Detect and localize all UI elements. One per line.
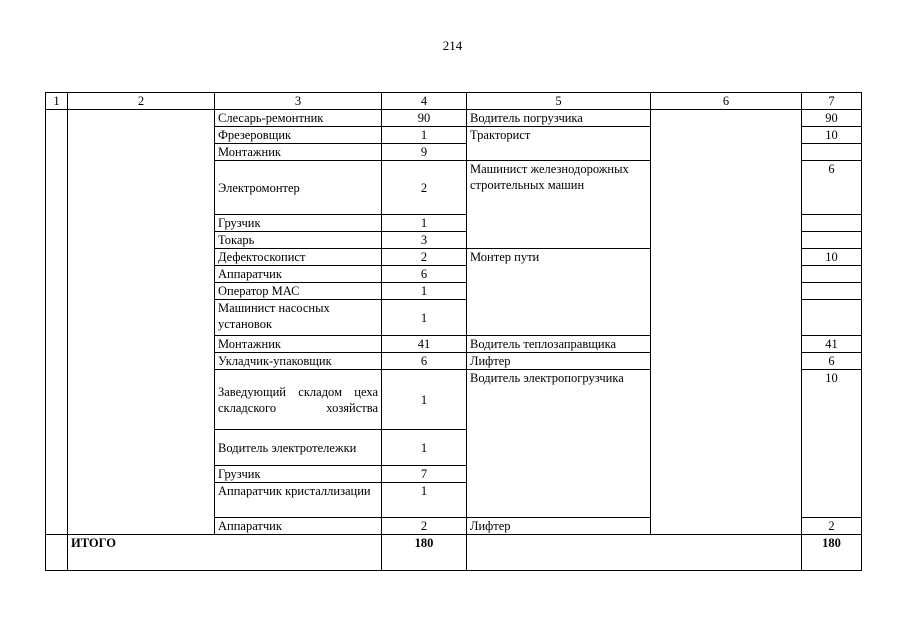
- header-cell-6: 6: [651, 93, 802, 110]
- alt-count-cell: [802, 266, 862, 283]
- profession-cell: Укладчик-упаковщик: [215, 353, 382, 370]
- count-cell: 2: [382, 161, 467, 215]
- total-count: 180: [382, 535, 467, 571]
- alt-count-cell: [802, 300, 862, 336]
- count-cell: 1: [382, 483, 467, 518]
- count-cell: 6: [382, 353, 467, 370]
- count-cell: 3: [382, 232, 467, 249]
- profession-cell: Монтажник: [215, 336, 382, 353]
- header-cell-3: 3: [215, 93, 382, 110]
- profession-cell: Грузчик: [215, 466, 382, 483]
- alt-profession-cell: Водитель теплозаправщика: [467, 336, 651, 353]
- profession-cell: Фрезеровщик: [215, 127, 382, 144]
- profession-cell: Монтажник: [215, 144, 382, 161]
- count-cell: 9: [382, 144, 467, 161]
- alt-count-cell: 10: [802, 127, 862, 144]
- staffing-table: [45, 92, 862, 571]
- count-cell: 7: [382, 466, 467, 483]
- header-cell-4: 4: [382, 93, 467, 110]
- header-cell-1: 1: [46, 93, 68, 110]
- total-alt-count: 180: [802, 535, 862, 571]
- count-cell: 41: [382, 336, 467, 353]
- alt-profession-cell: Лифтер: [467, 518, 651, 535]
- profession-cell: Заведующий складом цеха складского хозяйства: [215, 370, 382, 430]
- header-cell-7: 7: [802, 93, 862, 110]
- profession-cell: Грузчик: [215, 215, 382, 232]
- header-cell-5: 5: [467, 93, 651, 110]
- total-row: [46, 535, 862, 571]
- alt-profession-cell: Лифтер: [467, 353, 651, 370]
- profession-cell: Оператор МАС: [215, 283, 382, 300]
- count-cell: 2: [382, 518, 467, 535]
- cell-col6: [651, 110, 802, 535]
- table-row: [46, 110, 862, 127]
- header-row: [46, 93, 862, 110]
- count-cell: 2: [382, 249, 467, 266]
- profession-cell: Аппаратчик: [215, 266, 382, 283]
- cell-col1: [46, 110, 68, 535]
- profession-cell: Токарь: [215, 232, 382, 249]
- page-number: 214: [442, 38, 463, 53]
- alt-profession-cell: Машинист железнодорожных строительных машин: [467, 161, 651, 249]
- alt-count-cell: [802, 144, 862, 161]
- profession-cell: Слесарь-ремонтник: [215, 110, 382, 127]
- alt-count-cell: 10: [802, 249, 862, 266]
- alt-profession-cell: Тракторист: [467, 127, 651, 161]
- total-empty-cell: [467, 535, 802, 571]
- alt-count-cell: 6: [802, 161, 862, 215]
- header-cell-2: 2: [68, 93, 215, 110]
- alt-count-cell: [802, 215, 862, 232]
- alt-count-cell: 41: [802, 336, 862, 353]
- count-cell: 90: [382, 110, 467, 127]
- count-cell: 1: [382, 370, 467, 430]
- count-cell: 1: [382, 430, 467, 466]
- count-cell: 1: [382, 215, 467, 232]
- profession-cell: Машинист насосных установок: [215, 300, 382, 336]
- profession-cell: Дефектоскопист: [215, 249, 382, 266]
- alt-count-cell: 6: [802, 353, 862, 370]
- count-cell: 1: [382, 283, 467, 300]
- alt-count-cell: [802, 232, 862, 249]
- alt-profession-cell: Водитель электропогрузчика: [467, 370, 651, 518]
- profession-cell: Электромонтер: [215, 161, 382, 215]
- total-label: ИТОГО: [68, 535, 382, 571]
- total-cell-col1: [46, 535, 68, 571]
- count-cell: 1: [382, 127, 467, 144]
- alt-profession-cell: Водитель погрузчика: [467, 110, 651, 127]
- profession-cell: Водитель электротележки: [215, 430, 382, 466]
- alt-profession-cell: Монтер пути: [467, 249, 651, 336]
- profession-cell: Аппаратчик кристаллизации: [215, 483, 382, 518]
- alt-count-cell: 10: [802, 370, 862, 518]
- count-cell: 1: [382, 300, 467, 336]
- cell-col2: [68, 110, 215, 535]
- alt-count-cell: [802, 283, 862, 300]
- alt-count-cell: 2: [802, 518, 862, 535]
- count-cell: 6: [382, 266, 467, 283]
- alt-count-cell: 90: [802, 110, 862, 127]
- profession-cell: Аппаратчик: [215, 518, 382, 535]
